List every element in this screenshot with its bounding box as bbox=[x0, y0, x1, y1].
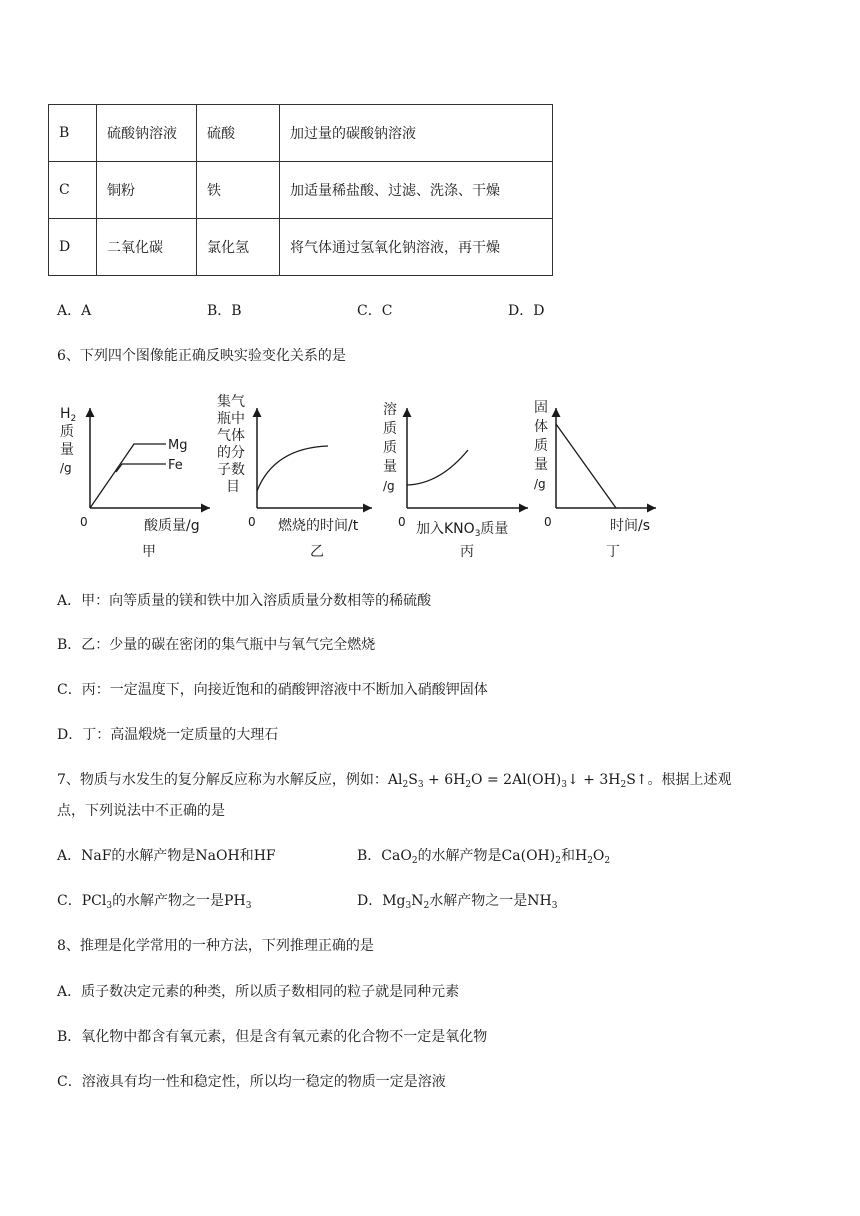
text: ↓ + 3H bbox=[567, 772, 621, 788]
table-cell: 硫酸 bbox=[197, 105, 280, 162]
text: D．Mg bbox=[357, 893, 406, 909]
q5-option-a[interactable]: A．A bbox=[57, 303, 92, 319]
q5-option-d[interactable]: D．D bbox=[508, 303, 545, 319]
y-label-h: H bbox=[60, 406, 71, 422]
table-row bbox=[49, 105, 553, 162]
x-axis-label: 时间/s bbox=[610, 518, 651, 534]
x-axis-label bbox=[416, 521, 508, 539]
sub: 3 bbox=[245, 901, 252, 911]
q5-option-c[interactable]: C．C bbox=[357, 303, 393, 319]
table-cell: B bbox=[49, 105, 97, 162]
y-label-sub: 2 bbox=[70, 414, 77, 424]
y-label-char: 的分 bbox=[217, 445, 245, 461]
x-label-sub: 3 bbox=[474, 529, 481, 539]
q6-option-a[interactable]: A．甲：向等质量的镁和铁中加入溶质质量分数相等的稀硫酸 bbox=[57, 593, 432, 609]
sub: 2 bbox=[587, 856, 593, 866]
text: O = 2Al(OH) bbox=[471, 772, 562, 788]
text: C．PCl bbox=[57, 893, 107, 909]
graph-bing bbox=[383, 401, 528, 560]
table-row bbox=[49, 162, 553, 219]
text: 的水解产物是Ca(OH) bbox=[417, 848, 556, 864]
y-label-char: 质 bbox=[383, 421, 397, 437]
table-cell: 铜粉 bbox=[97, 162, 197, 219]
graph-jia bbox=[60, 406, 210, 560]
q8-option-b[interactable]: B．氧化物中都含有氧元素，但是含有氧元素的化合物不一定是氧化物 bbox=[57, 1029, 488, 1045]
y-label-char: /g bbox=[60, 461, 72, 475]
table-cell: 铁 bbox=[197, 162, 280, 219]
origin-label: 0 bbox=[398, 515, 406, 529]
table-cell: D bbox=[49, 219, 97, 276]
text: + 6H bbox=[423, 772, 466, 788]
table-cell: C bbox=[49, 162, 97, 219]
origin-label: 0 bbox=[248, 515, 256, 529]
curve bbox=[257, 446, 328, 491]
table-cell: 加过量的碳酸钠溶液 bbox=[280, 105, 553, 162]
q6-graphs bbox=[50, 388, 670, 563]
q8-option-a[interactable]: A．质子数决定元素的种类，所以质子数相同的粒子就是同种元素 bbox=[57, 984, 460, 1000]
q6-option-d[interactable]: D．丁：高温煅烧一定质量的大理石 bbox=[57, 727, 279, 743]
y-label-char: 目 bbox=[226, 479, 240, 495]
x-axis-label: 燃烧的时间/t bbox=[278, 518, 359, 534]
text: 的水解产物之一是PH bbox=[112, 893, 246, 909]
table-cell: 氯化氢 bbox=[197, 219, 280, 276]
curve bbox=[407, 450, 468, 485]
q8-stem: 8、推理是化学常用的一种方法，下列推理正确的是 bbox=[57, 938, 374, 954]
q7-option-d[interactable] bbox=[357, 890, 557, 910]
graph-yi bbox=[217, 393, 372, 560]
sub: 2 bbox=[465, 780, 472, 790]
q7-option-c[interactable] bbox=[57, 890, 251, 910]
sub: 2 bbox=[604, 856, 611, 866]
text: 7、物质与水发生的复分解反应称为水解反应，例如：Al bbox=[57, 772, 403, 788]
sub: 2 bbox=[411, 856, 418, 866]
purification-table bbox=[48, 104, 553, 276]
series-label-fe: Fe bbox=[168, 458, 183, 473]
graph-caption: 乙 bbox=[310, 544, 324, 560]
y-label-char: 量 bbox=[534, 457, 548, 473]
graph-caption: 丁 bbox=[606, 544, 620, 560]
line bbox=[556, 424, 616, 508]
origin-label: 0 bbox=[80, 515, 88, 529]
sub: 3 bbox=[405, 901, 412, 911]
sub: 2 bbox=[402, 780, 409, 790]
q5-option-b[interactable]: B．B bbox=[207, 303, 242, 319]
mg-line bbox=[90, 444, 166, 508]
sub: 3 bbox=[551, 901, 558, 911]
graph-caption: 丙 bbox=[460, 544, 474, 560]
text: O bbox=[592, 848, 605, 864]
text: S bbox=[408, 772, 418, 788]
text: S↑。根据上述观 bbox=[626, 772, 732, 788]
y-label-char: 体 bbox=[534, 419, 548, 435]
fe-line bbox=[116, 464, 166, 472]
q6-option-c[interactable]: C．丙：一定温度下，向接近饱和的硝酸钾溶液中不断加入硝酸钾固体 bbox=[57, 682, 488, 698]
y-label-char: 质 bbox=[383, 440, 397, 456]
x-axis-label: 酸质量/g bbox=[144, 518, 200, 534]
y-label-char: 量 bbox=[383, 459, 397, 475]
y-label-char: 溶 bbox=[383, 402, 397, 418]
q6-stem: 6、下列四个图像能正确反映实验变化关系的是 bbox=[57, 348, 346, 364]
y-label-char: 量 bbox=[60, 442, 74, 458]
text: 和H bbox=[560, 848, 588, 864]
table-cell: 硫酸钠溶液 bbox=[97, 105, 197, 162]
sub: 2 bbox=[555, 856, 561, 866]
y-label-char: 质 bbox=[534, 438, 548, 454]
table-cell: 加适量稀盐酸、过滤、洗涤、干燥 bbox=[280, 162, 553, 219]
q7-option-a[interactable]: A．NaF的水解产物是NaOH和HF bbox=[57, 848, 276, 864]
sub: 2 bbox=[620, 780, 627, 790]
q6-option-b[interactable]: B．乙：少量的碳在密闭的集气瓶中与氧气完全燃烧 bbox=[57, 637, 376, 653]
x-label-pre: 加入KNO bbox=[416, 521, 475, 537]
y-label-char: 瓶中 bbox=[217, 411, 245, 427]
sub: 3 bbox=[417, 780, 424, 790]
series-label-mg: Mg bbox=[168, 438, 188, 453]
x-label-post: 质量 bbox=[480, 521, 509, 537]
sub: 3 bbox=[106, 901, 113, 911]
y-axis-label bbox=[60, 406, 76, 424]
sub: 3 bbox=[561, 780, 567, 790]
y-label-char: 气体 bbox=[217, 428, 245, 444]
text: 水解产物之一是NH bbox=[429, 893, 552, 909]
q7-stem-line1 bbox=[57, 769, 732, 789]
origin-label: 0 bbox=[544, 515, 552, 529]
sub: 2 bbox=[423, 901, 430, 911]
q7-stem-line2: 点，下列说法中不正确的是 bbox=[57, 803, 225, 819]
y-label-char: /g bbox=[383, 479, 395, 493]
graph-ding bbox=[534, 400, 656, 560]
y-label-char: /g bbox=[534, 477, 546, 491]
graph-caption: 甲 bbox=[142, 544, 156, 560]
table-row bbox=[49, 219, 553, 276]
y-label-char: 集气 bbox=[217, 394, 245, 410]
text: N bbox=[411, 893, 424, 909]
text: B．CaO bbox=[357, 848, 412, 864]
table-cell: 二氧化碳 bbox=[97, 219, 197, 276]
q7-option-b[interactable] bbox=[357, 845, 610, 865]
y-label-char: 子数 bbox=[217, 462, 245, 478]
q8-option-c[interactable]: C．溶液具有均一性和稳定性，所以均一稳定的物质一定是溶液 bbox=[57, 1074, 446, 1090]
y-label-char: 质 bbox=[60, 424, 74, 440]
table-cell: 将气体通过氢氧化钠溶液，再干燥 bbox=[280, 219, 553, 276]
y-label-char: 固 bbox=[534, 400, 548, 416]
